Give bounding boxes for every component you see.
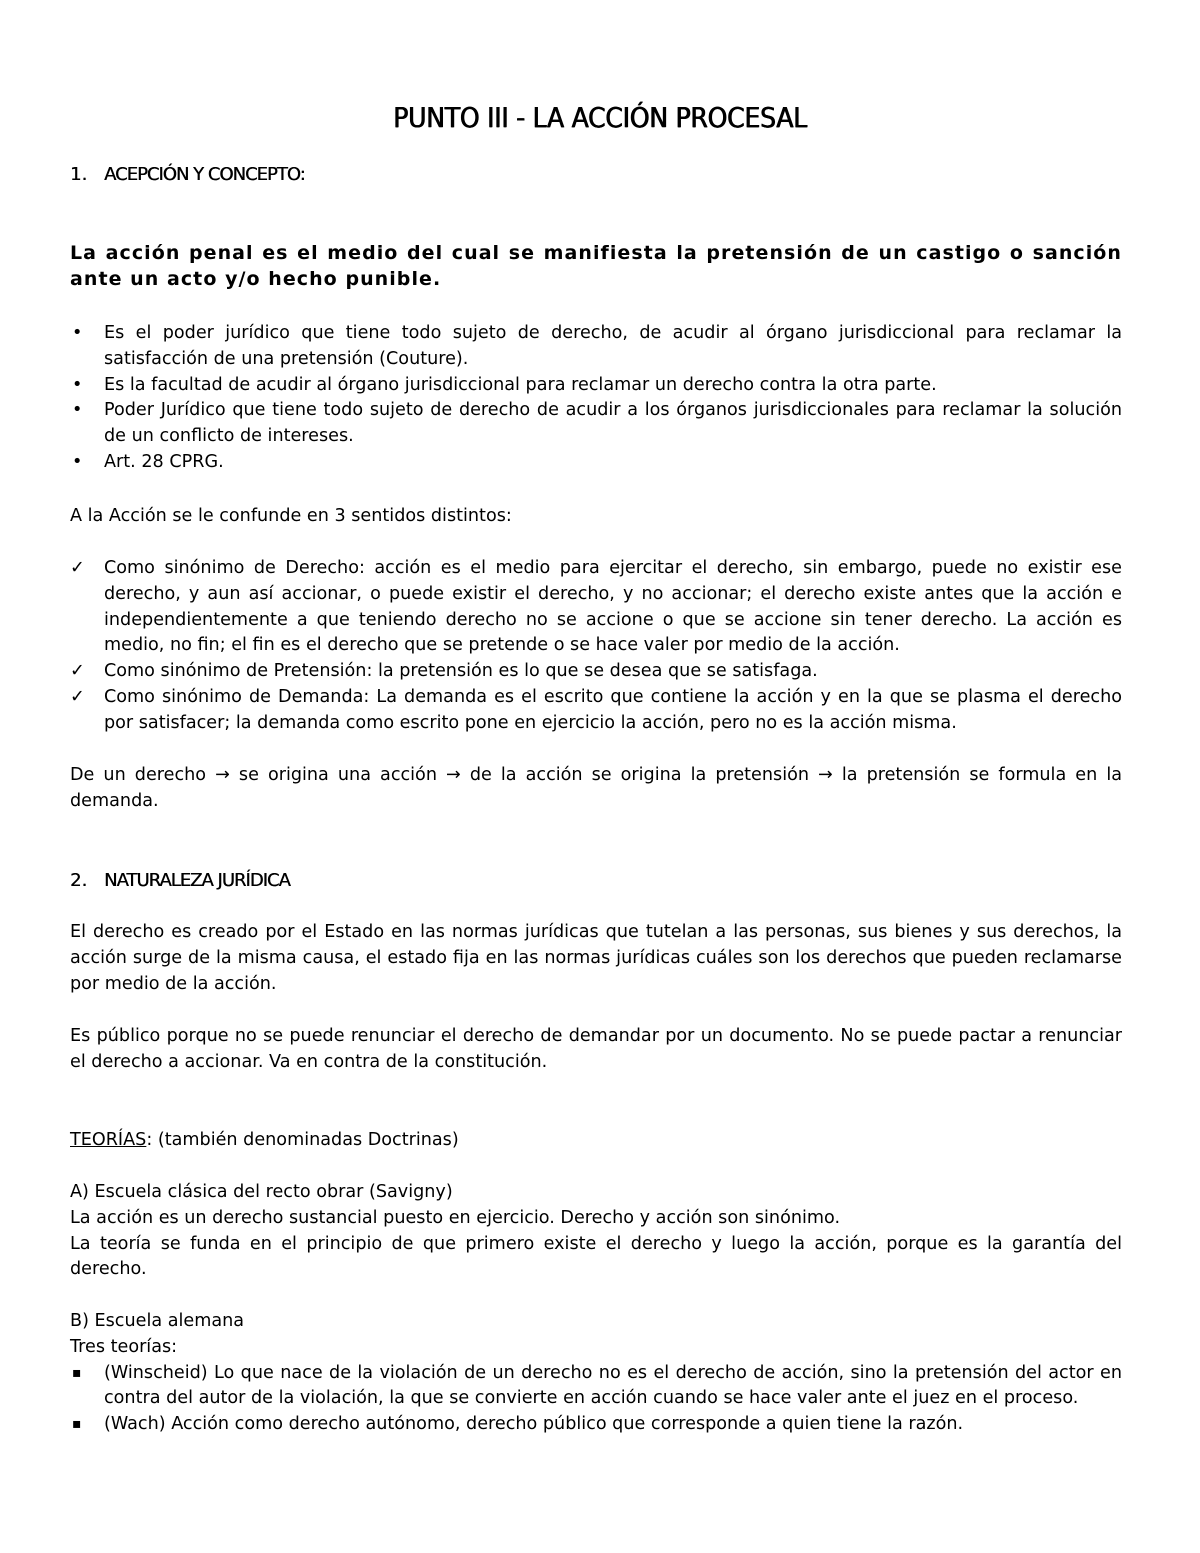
school-a-line: La acción es un derecho sustancial puesto en ejercicio. Derecho y acción son sinónimo. <box>70 1207 841 1228</box>
school-a-line: La teoría se funda en el principio de que primero existe el derecho y luego la acción, porque es la garantía del derecho. <box>70 1233 1122 1280</box>
checkmark-icon: ✓ <box>70 558 85 578</box>
school-b-title: B) Escuela alemana <box>70 1311 245 1331</box>
theory-item <box>70 1361 1122 1413</box>
checkmark-icon: ✓ <box>70 686 85 707</box>
bullet-icon: • <box>72 400 83 421</box>
checkmark-icon: ✓ <box>70 661 85 682</box>
page-title: PUNTO III - LA ACCIÓN PROCESAL <box>393 101 807 134</box>
theories-heading <box>70 1128 1122 1154</box>
theory-text: (Wach) Acción como derecho autónomo, derecho público que corresponde a quien tiene la razón. <box>104 1414 964 1435</box>
theory-text: (Winscheid) Lo que nace de la violación de un derecho no es el derecho de acción, sino la pretensión del actor en contra del autor de la violación, la que se convierte en acción cuando se hace valer ante el juez en el proceso. <box>104 1362 1122 1409</box>
bullet-item <box>70 450 1122 476</box>
bullet-text: Poder Jurídico que tiene todo sujeto de derecho de acudir a los órganos jurisdiccionales para reclamar la solución de un conflicto de intereses. <box>104 400 1122 447</box>
bullet-text: Art. 28 CPRG. <box>104 451 224 472</box>
section-2-title: NATURALEZA JURÍDICA <box>104 870 290 891</box>
check-item <box>70 659 1122 685</box>
confusion-check-list <box>70 556 1122 737</box>
school-b <box>70 1309 1122 1438</box>
check-text: Como sinónimo de Pretensión: la pretensión es lo que se desea que se satisfaga. <box>104 661 818 682</box>
section-1-heading <box>70 162 305 188</box>
bullet-item <box>70 373 1122 399</box>
theories-label: TEORÍAS <box>70 1130 147 1150</box>
section-1-number: 1. <box>70 164 88 185</box>
theory-item <box>70 1412 1122 1438</box>
nature-paragraph-2: Es público porque no se puede renunciar el derecho de demandar por un documento. No se puede pactar a renunciar el derecho a accionar. Va en contra de la constitución. <box>70 1026 1122 1072</box>
check-item <box>70 556 1122 659</box>
section-1-title: ACEPCIÓN Y CONCEPTO: <box>104 164 305 185</box>
theories-subtitle: : (también denominadas Doctrinas) <box>146 1130 459 1150</box>
school-a-title: A) Escuela clásica del recto obrar (Savigny) <box>70 1182 453 1202</box>
bullet-icon: • <box>72 323 83 343</box>
bullet-icon: • <box>72 451 83 472</box>
confusion-intro: A la Acción se le confunde en 3 sentidos distintos: <box>70 506 512 526</box>
bullet-item <box>70 398 1122 450</box>
bullet-item <box>70 321 1122 373</box>
check-item <box>70 685 1122 737</box>
school-b-intro: Tres teorías: <box>70 1336 178 1357</box>
definition-bullet-list <box>70 321 1122 476</box>
bullet-text: Es la facultad de acudir al órgano jurisdiccional para reclamar un derecho contra la otra parte. <box>104 374 937 395</box>
check-text: Como sinónimo de Derecho: acción es el medio para ejercitar el derecho, sin embargo, puede no existir ese derecho, y aun así accionar, o puede existir el derecho, y no accionar; el derecho existe antes que la acción e independientemente a que teniendo derecho no se accione o que se accione sin tener derecho. La acción es medio, no fin; el fin es el derecho que se pretende o se hace valer por medio de la acción. <box>104 558 1122 656</box>
section-2-number: 2. <box>70 870 88 891</box>
nature-paragraph-1: El derecho es creado por el Estado en las normas jurídicas que tutelan a las personas, sus bienes y sus derechos, la acción surge de la misma causa, el estado fija en las normas jurídicas cuáles son los derechos que pueden reclamarse por medio de la acción. <box>70 922 1122 994</box>
school-b-list <box>70 1361 1122 1438</box>
square-bullet-icon: ▪ <box>72 1416 82 1433</box>
section-2-heading <box>70 868 290 894</box>
derivation-chain: De un derecho → se origina una acción → de la acción se origina la pretensión → la pretensión se formula en la demanda. <box>70 765 1122 811</box>
school-a <box>70 1180 1122 1283</box>
definition-lead: La acción penal es el medio del cual se manifiesta la pretensión de un castigo o sanción ante un acto y/o hecho punible. <box>70 242 1122 290</box>
bullet-text: Es el poder jurídico que tiene todo sujeto de derecho, de acudir al órgano jurisdiccional para reclamar la satisfacción de una pretensión (Couture). <box>104 323 1122 369</box>
check-text: Como sinónimo de Demanda: La demanda es el escrito que contiene la acción y en la que se plasma el derecho por satisfacer; la demanda como escrito pone en ejercicio la acción, pero no es la acción misma. <box>104 686 1122 733</box>
square-bullet-icon: ▪ <box>72 1364 82 1381</box>
bullet-icon: • <box>72 374 83 395</box>
